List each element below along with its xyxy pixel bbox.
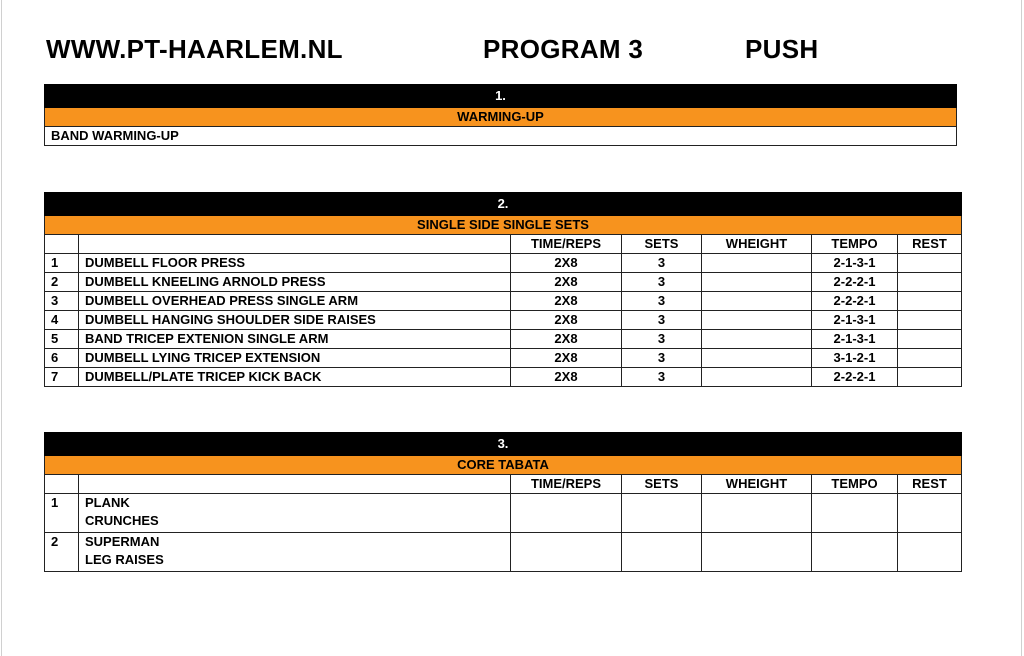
weight-cell	[702, 254, 812, 273]
col-weight: WHEIGHT	[702, 235, 812, 254]
exercise-name: DUMBELL FLOOR PRESS	[79, 254, 511, 273]
exercise-name: SUPERMAN	[85, 534, 160, 549]
section-core-tabata	[44, 432, 961, 572]
program-type: PUSH	[745, 34, 819, 64]
col-time-reps: TIME/REPS	[511, 475, 622, 494]
table-row	[45, 494, 962, 533]
weight-cell	[702, 273, 812, 292]
site-url: WWW.PT-HAARLEM.NL	[46, 34, 343, 64]
page-edge-left	[1, 0, 2, 656]
exercise-pair	[79, 494, 511, 533]
sets-cell: 3	[622, 273, 702, 292]
exercise-name: BAND TRICEP EXTENION SINGLE ARM	[79, 330, 511, 349]
weight-cell	[702, 368, 812, 387]
section-title: SINGLE SIDE SINGLE SETS	[45, 216, 962, 235]
page-header	[46, 34, 984, 68]
rest-cell	[898, 273, 962, 292]
table-row	[45, 311, 962, 330]
section-title: CORE TABATA	[45, 456, 962, 475]
col-tempo: TEMPO	[812, 235, 898, 254]
tempo-cell: 2-2-2-1	[812, 273, 898, 292]
tempo-cell: 2-1-3-1	[812, 311, 898, 330]
exercise-pair	[79, 533, 511, 572]
exercise-name: DUMBELL HANGING SHOULDER SIDE RAISES	[79, 311, 511, 330]
row-number: 2	[45, 533, 79, 572]
weight-cell	[702, 349, 812, 368]
table-row	[45, 254, 962, 273]
warming-up-table	[44, 84, 957, 146]
row-number: 6	[45, 349, 79, 368]
table-row	[45, 292, 962, 311]
table-row	[45, 368, 962, 387]
exercise-name: LEG RAISES	[85, 552, 164, 567]
rest-cell	[898, 330, 962, 349]
section-number: 2.	[45, 193, 962, 216]
rest-cell	[898, 292, 962, 311]
exercise-name: CRUNCHES	[85, 513, 159, 528]
table-header-row	[45, 235, 962, 254]
reps-cell: 2X8	[511, 292, 622, 311]
table-header-row	[45, 475, 962, 494]
exercise-name: DUMBELL OVERHEAD PRESS SINGLE ARM	[79, 292, 511, 311]
reps-cell: 2X8	[511, 254, 622, 273]
rest-cell	[898, 311, 962, 330]
rest-cell	[898, 349, 962, 368]
tempo-cell: 2-2-2-1	[812, 368, 898, 387]
tempo-cell: 3-1-2-1	[812, 349, 898, 368]
program-title: PROGRAM 3	[483, 34, 644, 64]
exercise-name: DUMBELL KNEELING ARNOLD PRESS	[79, 273, 511, 292]
weight-cell	[702, 330, 812, 349]
tempo-cell: 2-2-2-1	[812, 292, 898, 311]
row-number: 7	[45, 368, 79, 387]
section-single-sets	[44, 192, 961, 387]
section-number: 3.	[45, 433, 962, 456]
row-number: 2	[45, 273, 79, 292]
weight-cell	[702, 292, 812, 311]
warming-up-text: BAND WARMING-UP	[45, 127, 957, 146]
exercise-name: DUMBELL LYING TRICEP EXTENSION	[79, 349, 511, 368]
section-title: WARMING-UP	[45, 108, 957, 127]
reps-cell: 2X8	[511, 368, 622, 387]
reps-cell: 2X8	[511, 311, 622, 330]
col-time-reps: TIME/REPS	[511, 235, 622, 254]
weight-cell	[702, 311, 812, 330]
reps-cell: 2X8	[511, 330, 622, 349]
row-number: 1	[45, 254, 79, 273]
col-tempo: TEMPO	[812, 475, 898, 494]
table-row	[45, 273, 962, 292]
reps-cell: 2X8	[511, 349, 622, 368]
section-warming-up	[44, 84, 957, 146]
reps-cell: 2X8	[511, 273, 622, 292]
col-rest: REST	[898, 235, 962, 254]
row-number: 1	[45, 494, 79, 533]
table-row	[45, 533, 962, 572]
col-sets: SETS	[622, 235, 702, 254]
row-number: 3	[45, 292, 79, 311]
row-number: 5	[45, 330, 79, 349]
sets-cell: 3	[622, 330, 702, 349]
col-rest: REST	[898, 475, 962, 494]
single-sets-table	[44, 192, 962, 387]
page-edge-right	[1021, 0, 1022, 656]
sets-cell: 3	[622, 254, 702, 273]
section-number: 1.	[45, 85, 957, 108]
table-row	[45, 349, 962, 368]
sets-cell: 3	[622, 349, 702, 368]
sets-cell: 3	[622, 368, 702, 387]
exercise-name: PLANK	[85, 495, 130, 510]
tempo-cell: 2-1-3-1	[812, 254, 898, 273]
rest-cell	[898, 254, 962, 273]
col-sets: SETS	[622, 475, 702, 494]
exercise-name: DUMBELL/PLATE TRICEP KICK BACK	[79, 368, 511, 387]
tempo-cell: 2-1-3-1	[812, 330, 898, 349]
sets-cell: 3	[622, 311, 702, 330]
sets-cell: 3	[622, 292, 702, 311]
table-row	[45, 330, 962, 349]
core-tabata-table	[44, 432, 962, 572]
rest-cell	[898, 368, 962, 387]
row-number: 4	[45, 311, 79, 330]
col-weight: WHEIGHT	[702, 475, 812, 494]
